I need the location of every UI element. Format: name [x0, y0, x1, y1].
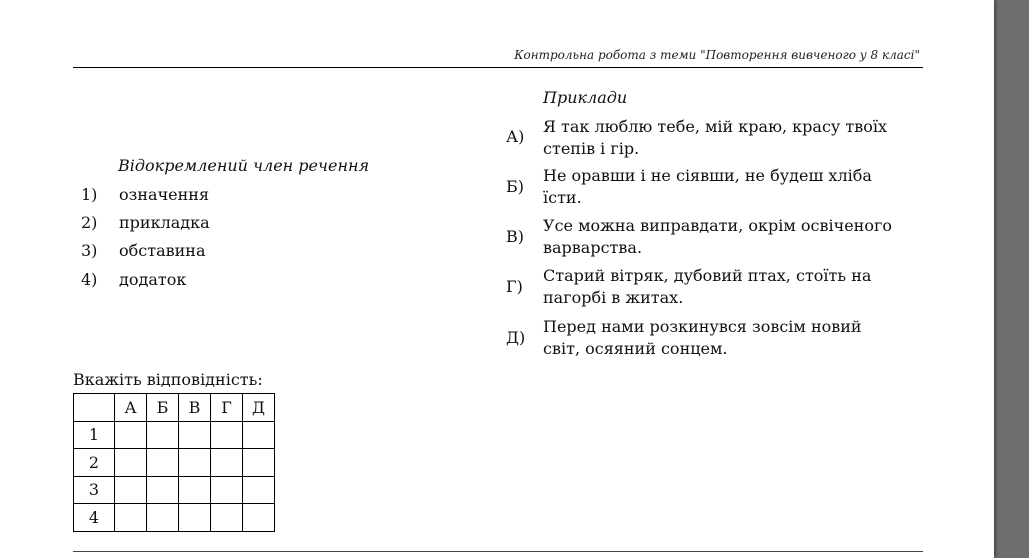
answer-cell[interactable]	[147, 449, 179, 477]
answer-cell[interactable]	[211, 449, 243, 477]
list-item-number: 2)	[81, 213, 98, 232]
answer-cell[interactable]	[211, 476, 243, 504]
example-letter: В)	[506, 227, 524, 246]
answer-cell[interactable]	[115, 476, 147, 504]
answer-cell[interactable]	[115, 449, 147, 477]
list-item-text: додаток	[119, 270, 187, 289]
example-letter: А)	[506, 127, 525, 146]
answer-cell[interactable]	[243, 421, 275, 449]
row-header: 3	[74, 476, 115, 504]
answer-cell[interactable]	[179, 504, 211, 532]
list-item-text: прикладка	[119, 213, 210, 232]
column-header: В	[179, 394, 211, 422]
column-header: Д	[243, 394, 275, 422]
table-row	[74, 449, 275, 477]
answer-cell[interactable]	[243, 449, 275, 477]
table-header-row	[74, 394, 275, 422]
answer-cell[interactable]	[179, 449, 211, 477]
example-text: Перед нами розкинувся зовсім новий світ, осяяний сонцем.	[543, 317, 862, 358]
answer-cell[interactable]	[243, 476, 275, 504]
answer-cell[interactable]	[147, 504, 179, 532]
footer-divider	[73, 551, 923, 552]
grid-corner-cell	[74, 394, 115, 422]
column-header: А	[115, 394, 147, 422]
answer-cell[interactable]	[115, 421, 147, 449]
row-header: 1	[74, 421, 115, 449]
right-column-heading: Приклади	[543, 88, 628, 107]
answer-cell[interactable]	[179, 421, 211, 449]
example-text: Старий вітряк, дубовий птах, стоїть на пагорбі в житах.	[543, 266, 872, 307]
answer-cell[interactable]	[243, 504, 275, 532]
example-letter: Д)	[506, 328, 526, 347]
column-header: Г	[211, 394, 243, 422]
list-item-number: 1)	[81, 185, 98, 204]
table-row	[74, 476, 275, 504]
answer-instruction: Вкажіть відповідність:	[73, 370, 263, 389]
table-row	[74, 504, 275, 532]
answer-cell[interactable]	[179, 476, 211, 504]
example-text: Я так люблю тебе, мій краю, красу твоїх степів і гір.	[543, 117, 888, 158]
list-item-number: 4)	[81, 270, 98, 289]
answer-cell[interactable]	[211, 421, 243, 449]
list-item-text: обставина	[119, 241, 206, 260]
answer-cell[interactable]	[147, 421, 179, 449]
page-header-title: Контрольна робота з теми "Повторення вивченого у 8 класі"	[514, 48, 920, 62]
answer-cell[interactable]	[211, 504, 243, 532]
row-header: 4	[74, 504, 115, 532]
example-letter: Б)	[506, 177, 524, 196]
column-header: Б	[147, 394, 179, 422]
row-header: 2	[74, 449, 115, 477]
example-text: Не оравши і не сіявши, не будеш хліба їсти.	[543, 166, 872, 207]
left-column-heading: Відокремлений член речення	[118, 156, 370, 175]
example-text: Усе можна виправдати, окрім освіченого варварства.	[543, 216, 892, 257]
table-row	[74, 421, 275, 449]
answer-cell[interactable]	[115, 504, 147, 532]
header-divider	[73, 67, 923, 68]
answer-cell[interactable]	[147, 476, 179, 504]
list-item-number: 3)	[81, 241, 98, 260]
list-item-text: означення	[119, 185, 210, 204]
example-letter: Г)	[506, 277, 523, 296]
answer-grid	[73, 393, 275, 532]
